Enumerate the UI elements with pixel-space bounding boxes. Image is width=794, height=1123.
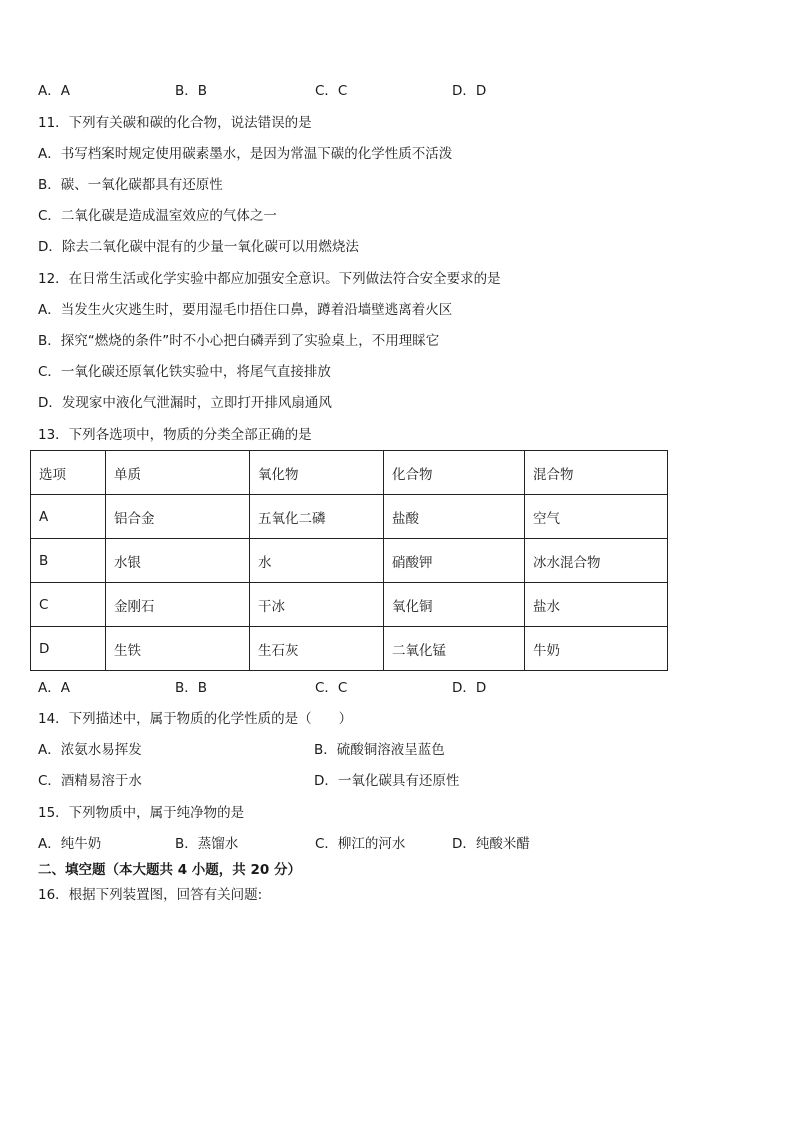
table-header-cell: 化合物 — [384, 451, 525, 495]
q14-stem: 14．下列描述中，属于物质的化学性质的是（ ） — [38, 711, 353, 727]
table-cell: 水银 — [106, 539, 250, 583]
table-cell: 五氧化二磷 — [250, 495, 384, 539]
q10-option-a: A．A — [38, 83, 70, 99]
q15-option-b: B．蒸馏水 — [175, 836, 239, 852]
q13-option-b: B．B — [175, 680, 208, 696]
q13-stem: 13．下列各选项中，物质的分类全部正确的是 — [38, 427, 312, 443]
table-cell: C — [31, 583, 106, 627]
q12-option-b: B．探究“燃烧的条件”时不小心把白磷弄到了实验桌上，不用理睬它 — [38, 333, 440, 349]
q15-option-a: A．纯牛奶 — [38, 836, 102, 852]
table-header-row — [31, 451, 668, 495]
q13-option-c: C．C — [315, 680, 348, 696]
table-cell: 盐水 — [525, 583, 668, 627]
q13-options — [38, 679, 738, 697]
table-cell: D — [31, 627, 106, 671]
q11-option-b: B．碳、一氧化碳都具有还原性 — [38, 177, 223, 193]
q14-options-row1 — [38, 741, 738, 759]
table-header-cell: 单质 — [106, 451, 250, 495]
table-header-cell: 混合物 — [525, 451, 668, 495]
q14-option-b: B．硫酸铜溶液呈蓝色 — [314, 742, 445, 758]
table-row — [31, 495, 668, 539]
table-cell: 冰水混合物 — [525, 539, 668, 583]
table-cell: 牛奶 — [525, 627, 668, 671]
table-row — [31, 583, 668, 627]
q10-option-c: C．C — [315, 83, 348, 99]
classification-table — [30, 450, 668, 671]
q11-stem: 11．下列有关碳和碳的化合物，说法错误的是 — [38, 115, 312, 131]
table-cell: B — [31, 539, 106, 583]
table-header-cell: 选项 — [31, 451, 106, 495]
section-heading: 二、填空题（本大题共 4 小题，共 20 分） — [38, 862, 301, 878]
table-cell: 盐酸 — [384, 495, 525, 539]
table-cell: 二氧化锰 — [384, 627, 525, 671]
q11-option-d: D．除去二氧化碳中混有的少量一氧化碳可以用燃烧法 — [38, 239, 359, 255]
table-cell: 硝酸钾 — [384, 539, 525, 583]
q12-stem: 12．在日常生活或化学实验中都应加强安全意识。下列做法符合安全要求的是 — [38, 271, 501, 287]
q15-options — [38, 835, 738, 853]
table-row — [31, 539, 668, 583]
q13-option-a: A．A — [38, 680, 70, 696]
q10-options — [38, 82, 738, 100]
table-cell: 生铁 — [106, 627, 250, 671]
table-header-cell: 氧化物 — [250, 451, 384, 495]
q14-option-c: C．酒精易溶于水 — [38, 773, 142, 789]
q15-option-d: D．纯酸米醋 — [452, 836, 530, 852]
q11-option-c: C．二氧化碳是造成温室效应的气体之一 — [38, 208, 277, 224]
table-cell: 铝合金 — [106, 495, 250, 539]
q14-option-a: A．浓氨水易挥发 — [38, 742, 142, 758]
q15-stem: 15．下列物质中，属于纯净物的是 — [38, 805, 245, 821]
q15-option-c: C．柳江的河水 — [315, 836, 406, 852]
q14-option-d: D．一氧化碳具有还原性 — [314, 773, 460, 789]
q14-options-row2 — [38, 772, 738, 790]
q12-option-c: C．一氧化碳还原氧化铁实验中，将尾气直接排放 — [38, 364, 331, 380]
table-cell: 水 — [250, 539, 384, 583]
table-cell: 生石灰 — [250, 627, 384, 671]
q13-option-d: D．D — [452, 680, 487, 696]
table-cell: 干冰 — [250, 583, 384, 627]
q12-option-a: A．当发生火灾逃生时，要用湿毛巾捂住口鼻，蹲着沿墙壁逃离着火区 — [38, 302, 453, 318]
table-cell: A — [31, 495, 106, 539]
q12-option-d: D．发现家中液化气泄漏时，立即打开排风扇通风 — [38, 395, 332, 411]
q10-option-b: B．B — [175, 83, 208, 99]
table-cell: 空气 — [525, 495, 668, 539]
q10-option-d: D．D — [452, 83, 487, 99]
table-cell: 氧化铜 — [384, 583, 525, 627]
table-cell: 金刚石 — [106, 583, 250, 627]
table-row — [31, 627, 668, 671]
q16-stem: 16．根据下列装置图，回答有关问题: — [38, 887, 263, 903]
q11-option-a: A．书写档案时规定使用碳素墨水，是因为常温下碳的化学性质不活泼 — [38, 146, 453, 162]
